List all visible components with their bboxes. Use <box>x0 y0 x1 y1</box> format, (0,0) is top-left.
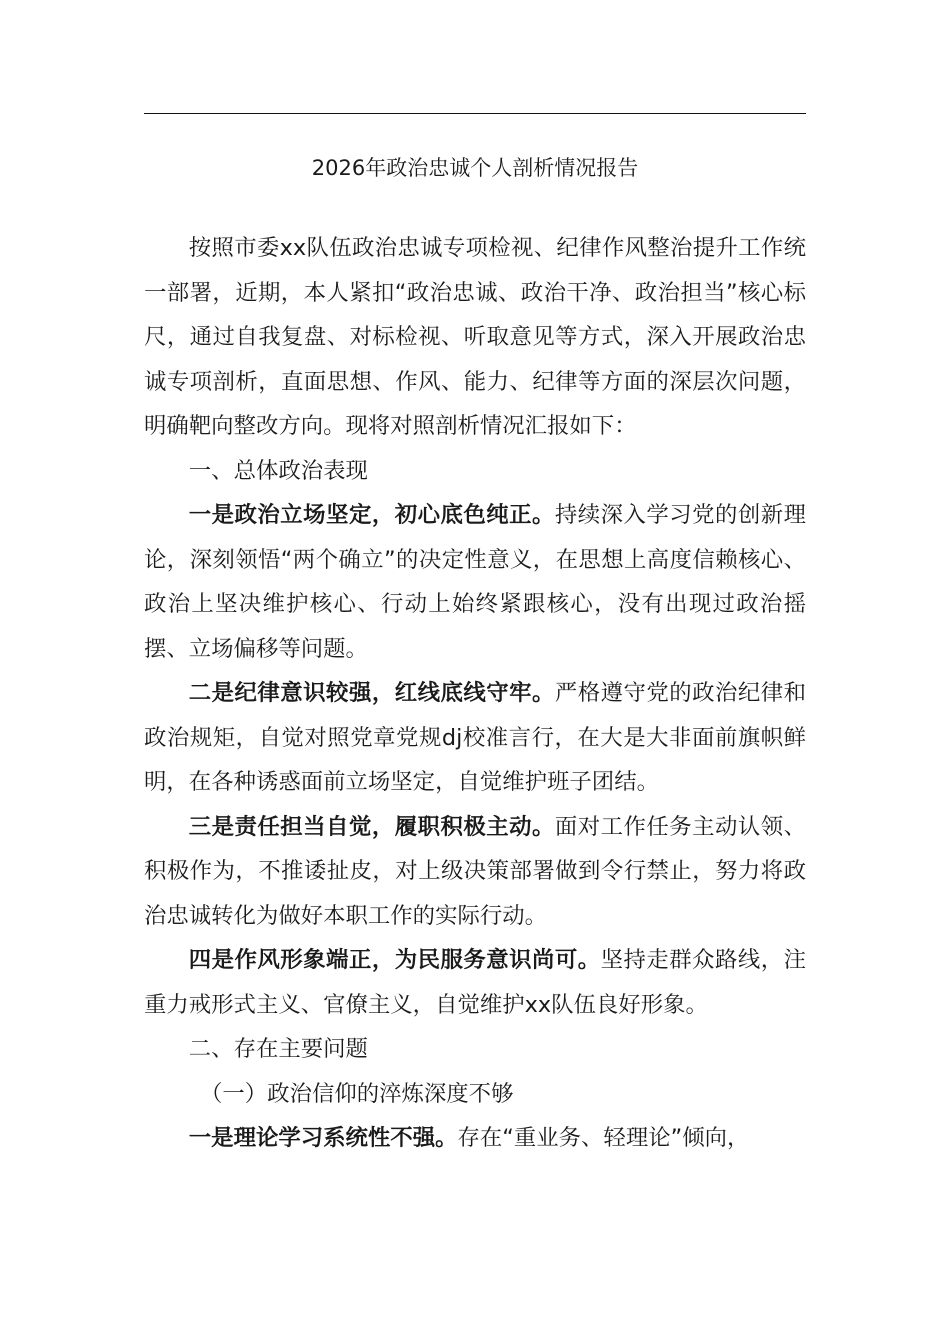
section-heading-1: 一、总体政治表现 <box>188 457 368 484</box>
document-body <box>144 226 806 1161</box>
item-lead: 二是纪律意识较强，红线底线守牢。 <box>188 680 555 706</box>
section2-item-1 <box>144 1116 806 1161</box>
item-text: 面对工作任务主动认领、积极作为，不推诿扯皮，对上级决策部署做到令行禁止，努力将政治忠诚转化为做好本职工作的实际行动。 <box>144 813 807 929</box>
item-text: 存在“重业务、轻理论”倾向， <box>457 1125 750 1151</box>
section1-item-1 <box>144 493 806 671</box>
item-text: 严格遵守党的政治纪律和政治规矩，自觉对照党章党规dj校准言行，在大是大非面前旗帜鲜明，在各种诱惑面前立场坚定，自觉维护班子团结。 <box>144 680 807 795</box>
section1-item-2 <box>144 671 806 805</box>
item-lead: 三是责任担当自觉，履职积极主动。 <box>188 813 555 840</box>
item-lead: 四是作风形象端正，为民服务意识尚可。 <box>188 947 601 973</box>
item-lead: 一是理论学习系统性不强。 <box>188 1125 458 1151</box>
item-lead: 一是政治立场坚定，初心底色纯正。 <box>188 502 555 528</box>
intro-paragraph: 按照市委xx队伍政治忠诚专项检视、纪律作风整治提升工作统一部署，近期，本人紧扣“政治忠诚、政治干净、政治担当”核心标尺，通过自我复盘、对标检视、听取意见等方式，深入开展政治忠诚专项剖析，直面思想、作风、能力、纪律等方面的深层次问题，明确靶向整改方向。现将对照剖析情况汇报如下： <box>144 235 806 439</box>
subsection-heading: （一）政治信仰的淬炼深度不够 <box>200 1080 514 1107</box>
section1-item-4 <box>144 938 806 1027</box>
item-text: 持续深入学习党的创新理论，深刻领悟“两个确立”的决定性意义，在思想上高度信赖核心、政治上坚决维护核心、行动上始终紧跟核心，没有出现过政治摇摆、立场偏移等问题。 <box>144 502 807 662</box>
header-rule <box>144 113 806 114</box>
section1-item-3 <box>144 805 806 939</box>
section-heading-2: 二、存在主要问题 <box>188 1036 368 1062</box>
item-text: 坚持走群众路线，注重力戒形式主义、官僚主义，自觉维护xx队伍良好形象。 <box>144 947 807 1018</box>
document-title: 2026年政治忠诚个人剖析情况报告 <box>311 156 639 180</box>
